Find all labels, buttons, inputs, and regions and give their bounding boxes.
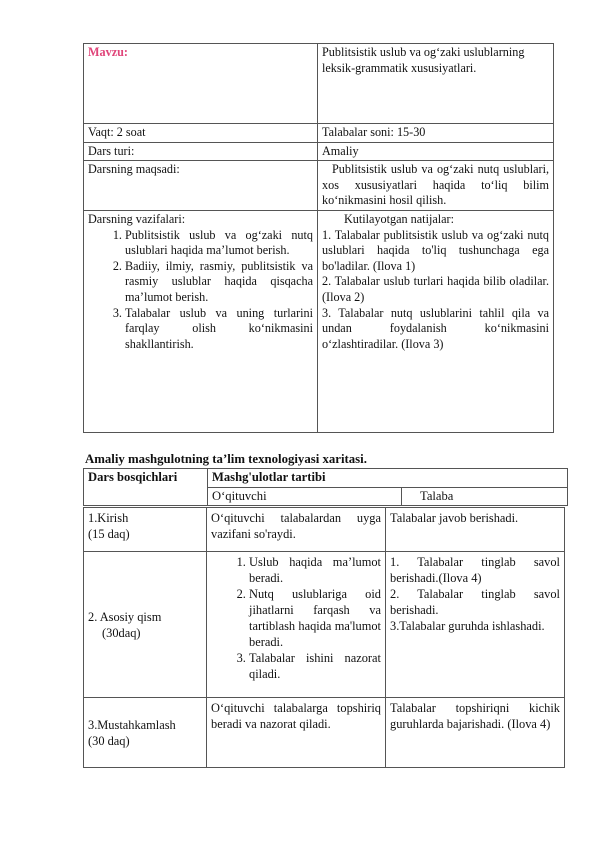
- stage-duration: (30 daq): [88, 733, 130, 748]
- stage-duration: (15 daq): [88, 527, 130, 541]
- dars-turi-label: Dars turi:: [84, 142, 318, 161]
- stage-name: 3.Mustahkamlash: [88, 717, 176, 732]
- dars-turi-value: Amaliy: [318, 142, 554, 161]
- student-cell: [386, 552, 565, 698]
- col-mashgulotlar-tartibi: Mashg'ulotlar tartibi: [208, 469, 568, 488]
- mavzu-value: Publitsistik uslub va og‘zaki uslublarning leksik-grammatik xususiyatlari.: [318, 44, 554, 124]
- lesson-info-table: [83, 43, 554, 433]
- map-header-table: [83, 468, 568, 506]
- vaqt-cell: Vaqt: 2 soat: [84, 124, 318, 143]
- col-talaba: Talaba: [402, 487, 568, 506]
- teacher-item: 1. Uslub haqida ma’lumot beradi.: [249, 554, 381, 586]
- talabalar-soni-cell: Talabalar soni: 15-30: [318, 124, 554, 143]
- teacher-item: 2. Nutq uslublariga oid jihatlarni farqash va tartiblash haqida ma'lumot beradi.: [249, 586, 381, 650]
- stage-cell: [84, 508, 207, 552]
- teacher-cell: O‘qituvchi talabalarga topshiriq beradi va nazorat qiladi.: [207, 698, 386, 768]
- stage-name: 2. Asosiy qism: [88, 609, 162, 624]
- stage-duration: (30daq): [102, 625, 141, 640]
- section-heading: Amaliy mashgulotning ta’lim texnologiyasi xaritasi.: [85, 452, 367, 466]
- teacher-item: 3. Talabalar ishini nazorat qiladi.: [249, 650, 381, 682]
- mavzu-label-cell: [84, 44, 318, 124]
- stage-cell: [84, 698, 207, 768]
- student-item: 2. Talabalar tinglab savol berishadi.: [390, 587, 560, 617]
- teacher-list: [211, 554, 381, 682]
- stage-cell: [84, 552, 207, 698]
- vazifa-item: 1. Publitsistik uslub va og‘zaki nutq uslublari haqida ma’lumot berish.: [125, 228, 313, 259]
- map-body-table: [83, 507, 565, 768]
- student-item: 3.Talabalar guruhda ishlashadi.: [390, 619, 545, 633]
- maqsad-value: Publitsistik uslub va og‘zaki nutq uslublari, xos xususiyatlari haqida to‘liq bilim ko‘nikmasini hosil qilish.: [318, 161, 554, 211]
- student-cell: Talabalar topshiriqni kichik guruhlarda bajarishadi. (Ilova 4): [386, 698, 565, 768]
- student-cell: Talabalar javob berishadi.: [386, 508, 565, 552]
- natija-item: 1. Talabalar publitsistik uslub va og‘zaki nutq uslublari haqida to'liq tushunchaga ega bo'ladilar. (Ilova 1): [322, 227, 549, 273]
- natija-item: 3. Talabalar nutq uslublarini tahlil qila va undan foydalanish ko‘nikmasini o‘zlashtiradilar. (Ilova 3): [322, 305, 549, 351]
- natijalar-label: Kutilayotgan natijalar:: [344, 211, 454, 226]
- col-oqituvchi: O‘qituvchi: [208, 487, 402, 506]
- teacher-cell: [207, 552, 386, 698]
- vazifalar-cell: [84, 210, 318, 432]
- teacher-cell: O‘qituvchi talabalardan uyga vazifani so'raydi.: [207, 508, 386, 552]
- vazifalar-list: [88, 228, 313, 353]
- student-item: 1. Talabalar tinglab savol berishadi.(Ilova 4): [390, 555, 560, 585]
- vazifa-item: 3. Talabalar uslub va uning turlarini farqlay olish ko‘nikmasini shakllantirish.: [125, 306, 313, 353]
- natijalar-cell: [318, 210, 554, 432]
- vazifa-item: 2. Badiiy, ilmiy, rasmiy, publitsistik va rasmiy uslublar haqida qisqacha ma’lumot berish.: [125, 259, 313, 306]
- maqsad-label: Darsning maqsadi:: [84, 161, 318, 211]
- vazifalar-label: Darsning vazifalari:: [88, 211, 186, 226]
- col-dars-bosqichlari: Dars bosqichlari: [84, 469, 208, 506]
- stage-name: 1.Kirish: [88, 511, 129, 525]
- natija-item: 2. Talabalar uslub turlari haqida bilib oladilar. (Ilova 2): [322, 274, 549, 304]
- mavzu-label: Mavzu:: [88, 45, 128, 59]
